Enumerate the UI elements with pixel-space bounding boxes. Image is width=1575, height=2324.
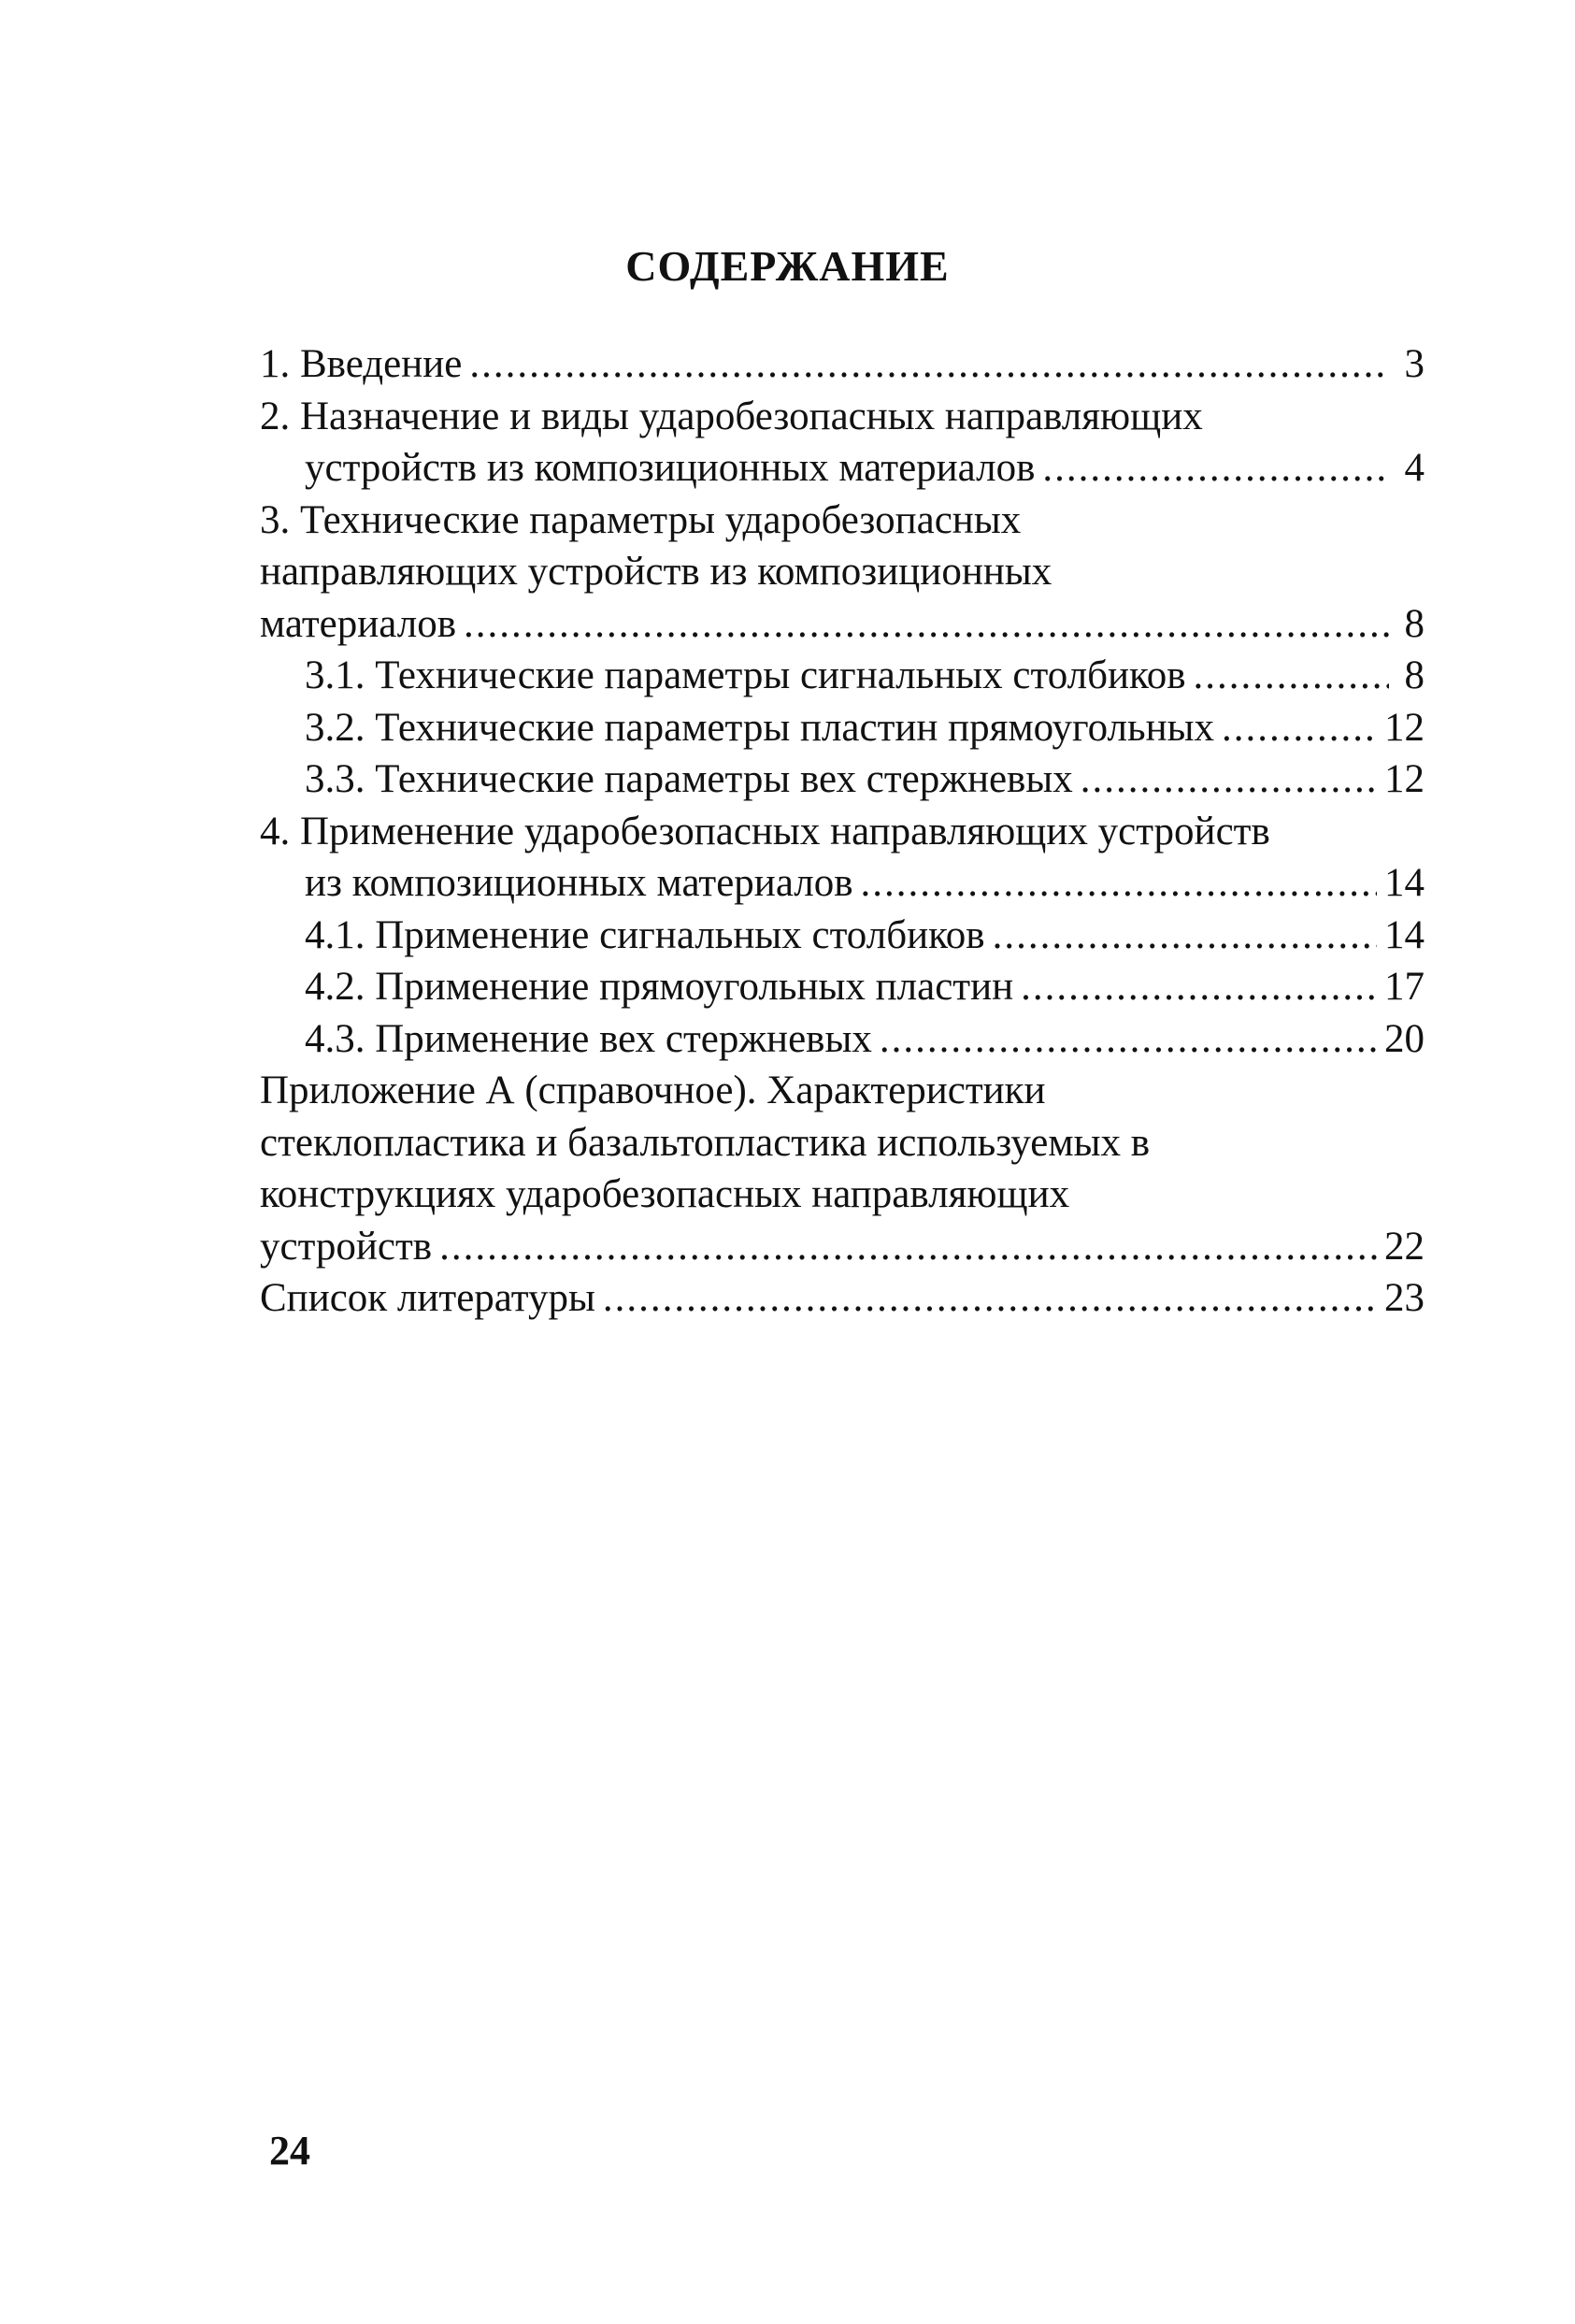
toc-entry-technical-parameters[interactable] bbox=[260, 495, 1425, 651]
toc-entry-4-1[interactable] bbox=[260, 910, 1425, 962]
toc-entry-title: 1. Введение bbox=[260, 342, 463, 386]
toc-entry-title-end: из композиционных материалов bbox=[305, 861, 853, 905]
toc-entry-title: Список литературы bbox=[260, 1276, 595, 1320]
toc-entry-page: 12 bbox=[1384, 705, 1425, 750]
page-number: 24 bbox=[269, 2128, 310, 2173]
toc-entry-purpose-and-types[interactable] bbox=[260, 391, 1425, 495]
toc-entry-page: 23 bbox=[1384, 1276, 1425, 1320]
toc-entry-4-2[interactable] bbox=[260, 961, 1425, 1013]
toc-entry-title-line: 3. Технические параметры ударобезопасных bbox=[260, 497, 1022, 542]
toc-entry-title: 4.3. Применение вех стержневых bbox=[305, 1016, 872, 1061]
dot-leader bbox=[1021, 961, 1377, 1013]
dot-leader bbox=[1222, 702, 1377, 754]
toc-entry-title-end: устройств bbox=[260, 1224, 433, 1269]
toc-entry-page: 14 bbox=[1384, 861, 1425, 905]
toc-entry-page: 12 bbox=[1384, 757, 1425, 801]
toc-entry-introduction[interactable] bbox=[260, 338, 1425, 391]
toc-entry-3-1[interactable] bbox=[260, 650, 1425, 702]
toc-entry-title: 3.3. Технические параметры вех стержневых bbox=[305, 757, 1073, 801]
toc-entry-4-3[interactable] bbox=[260, 1013, 1425, 1066]
dot-leader bbox=[1081, 753, 1377, 806]
toc-entry-title-line: конструкциях ударобезопасных направляющих bbox=[260, 1172, 1070, 1216]
toc-entry-page: 8 bbox=[1404, 653, 1425, 697]
toc-entry-title: 3.1. Технические параметры сигнальных столбиков bbox=[305, 653, 1186, 697]
toc-entry-page: 4 bbox=[1404, 446, 1425, 490]
toc-entry-title-line: 4. Применение ударобезопасных направляющих устройств bbox=[260, 809, 1270, 854]
toc-entry-page: 8 bbox=[1404, 601, 1425, 646]
dot-leader bbox=[603, 1272, 1377, 1325]
dot-leader bbox=[464, 598, 1389, 651]
toc-entry-page: 17 bbox=[1384, 965, 1425, 1009]
dot-leader bbox=[469, 338, 1389, 391]
toc-entry-title-line: стеклопластика и базальтопластика используемых в bbox=[260, 1120, 1151, 1165]
dot-leader bbox=[880, 1013, 1377, 1066]
toc-entry-title: 4.1. Применение сигнальных столбиков bbox=[305, 912, 985, 957]
dot-leader bbox=[993, 910, 1377, 962]
toc-entry-3-3[interactable] bbox=[260, 753, 1425, 806]
toc-entry-appendix-a[interactable] bbox=[260, 1065, 1425, 1272]
toc-entry-page: 20 bbox=[1384, 1016, 1425, 1061]
toc-entry-title-end: устройств из композиционных материалов bbox=[305, 446, 1036, 490]
dot-leader bbox=[1042, 442, 1389, 495]
dot-leader bbox=[439, 1221, 1377, 1273]
table-of-contents bbox=[260, 338, 1425, 1325]
dot-leader bbox=[861, 857, 1377, 910]
toc-entry-title: 4.2. Применение прямоугольных пластин bbox=[305, 965, 1014, 1009]
toc-entry-page: 22 bbox=[1384, 1224, 1425, 1269]
toc-entry-title-line: Приложение А (справочное). Характеристики bbox=[260, 1069, 1046, 1112]
toc-entry-title-end: материалов bbox=[260, 601, 457, 646]
toc-entry-page: 3 bbox=[1404, 342, 1425, 386]
toc-entry-references[interactable] bbox=[260, 1272, 1425, 1325]
toc-heading: СОДЕРЖАНИЕ bbox=[625, 242, 950, 290]
toc-entry-title-line: 2. Назначение и виды ударобезопасных направляющих bbox=[260, 394, 1203, 438]
dot-leader bbox=[1194, 650, 1390, 702]
toc-entry-application[interactable] bbox=[260, 806, 1425, 910]
toc-entry-title: 3.2. Технические параметры пластин прямоугольных bbox=[305, 705, 1215, 750]
toc-entry-title-line: направляющих устройств из композиционных bbox=[260, 550, 1052, 594]
toc-entry-3-2[interactable] bbox=[260, 702, 1425, 754]
toc-entry-page: 14 bbox=[1384, 912, 1425, 957]
